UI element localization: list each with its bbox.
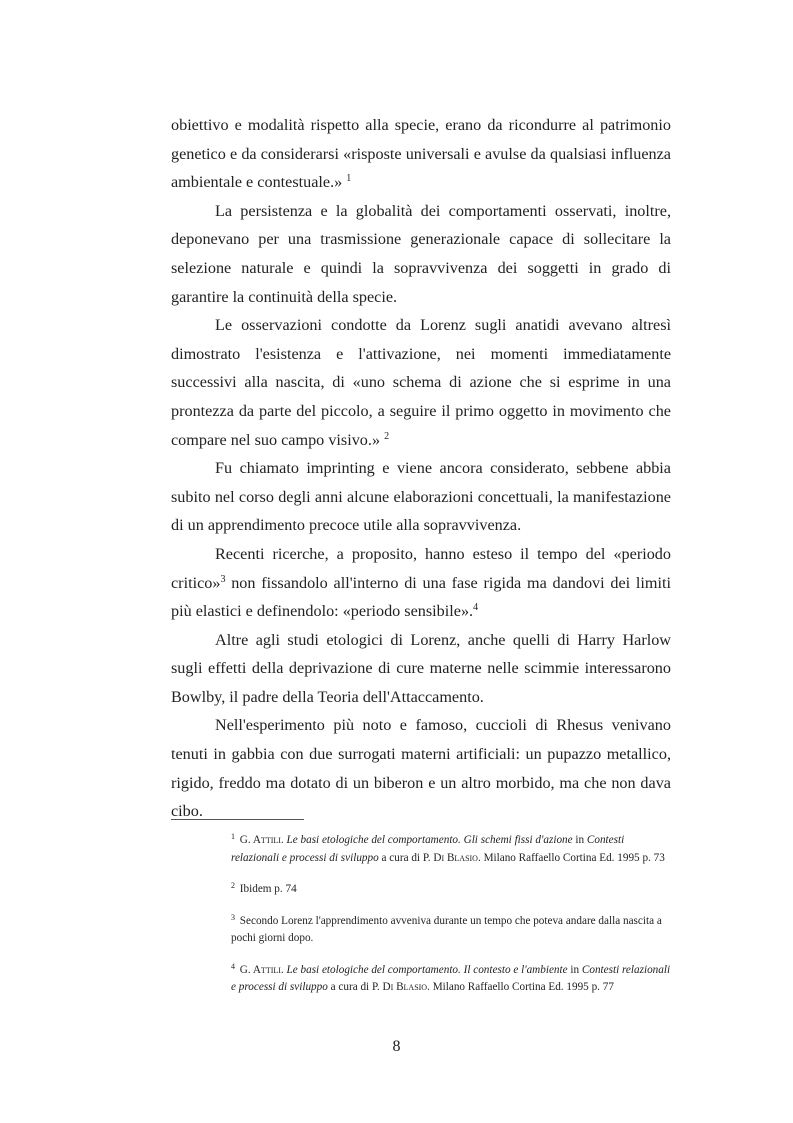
body-text [171,111,671,826]
footnote-ref-2[interactable]: 2 [384,430,390,442]
footnote-ref-1[interactable]: 1 [346,173,352,185]
footnote-1: $^1$ G. Attili. Le basi etologiche del comportamento. Gli schemi fissi d'azione in Contesti relazionali e processi di sviluppo a cura di P. Di Blasio. Milano Raffaello Cortina Ed. 1995 p. 73 [231,832,665,864]
paragraph-5: Recenti ricerche, a proposito, hanno esteso il tempo del «periodo critico»$^3$ non fissandolo all'interno di una fase rigida ma dandovi dei limiti più elastici e definendolo: «periodo sensibile».$^4$ [171,544,671,621]
paragraph-6: Altre agli studi etologici di Lorenz, anche quelli di Harry Harlow sugli effetti della deprivazione di cure materne nelle scimmie interessarono Bowlby, il padre della Teoria dell'Attaccamento. [171,630,671,706]
paragraph-7: Nell'esperimento più noto e famoso, cuccioli di Rhesus venivano tenuti in gabbia con due surrogati materni artificiali: un pupazzo metallico, rigido, freddo ma dotato di un biberon e un altro morbido, ma che non dava cibo. [171,716,671,821]
footnote-3: $^3$ Secondo Lorenz l'apprendimento avveniva durante un tempo che poteva andare dalla nascita a pochi giorni dopo. [231,912,662,944]
footnote-2: $^2$ Ibidem p. 74 [231,881,297,895]
paragraph-4: Fu chiamato imprinting e viene ancora considerato, sebbene abbia subito nel corso degli anni alcune elaborazioni concettuali, la manifestazione di un apprendimento precoce utile alla sopravvivenza. [171,459,671,535]
footnote-ref-3[interactable]: 3 [220,573,226,585]
footnote-separator [171,819,304,820]
footnotes [231,832,671,1011]
footnote-number: 4 [231,961,235,971]
footnote-ref-4[interactable]: 4 [473,602,479,614]
footnote-number: 2 [231,881,235,890]
page-number: 8 [392,1038,401,1055]
footnote-number: 1 [231,832,235,841]
paragraph-3: Le osservazioni condotte da Lorenz sugli anatidi avevano altresì dimostrato l'esistenza e l'attivazione, nei momenti immediatamente successivi alla nascita, di «uno schema di azione che si esprime in una prontezza da parte del piccolo, a seguire il primo oggetto in movimento che compare nel suo campo visivo.» $^2$ [171,316,671,449]
footnote-4: $^4$ G. Attili. Le basi etologiche del comportamento. Il contesto e l'ambiente in Contesti relazionali e processi di sviluppo a cura di P. Di Blasio. Milano Raffaello Cortina Ed. 1995 p. 77 [231,961,671,993]
paragraph-1: obiettivo e modalità rispetto alla specie, erano da ricondurre al patrimonio genetico e da considerarsi «risposte universali e avulse da qualsiasi influenza ambientale e contestuale.» $^1$ [171,116,671,192]
footnote-number: 3 [231,912,235,922]
paragraph-2: La persistenza e la globalità dei comportamenti osservati, inoltre, deponevano per una trasmissione generazionale capace di sollecitare la selezione naturale e quindi la sopravvivenza dei soggetti in grado di garantire la continuità della specie. [171,201,671,306]
